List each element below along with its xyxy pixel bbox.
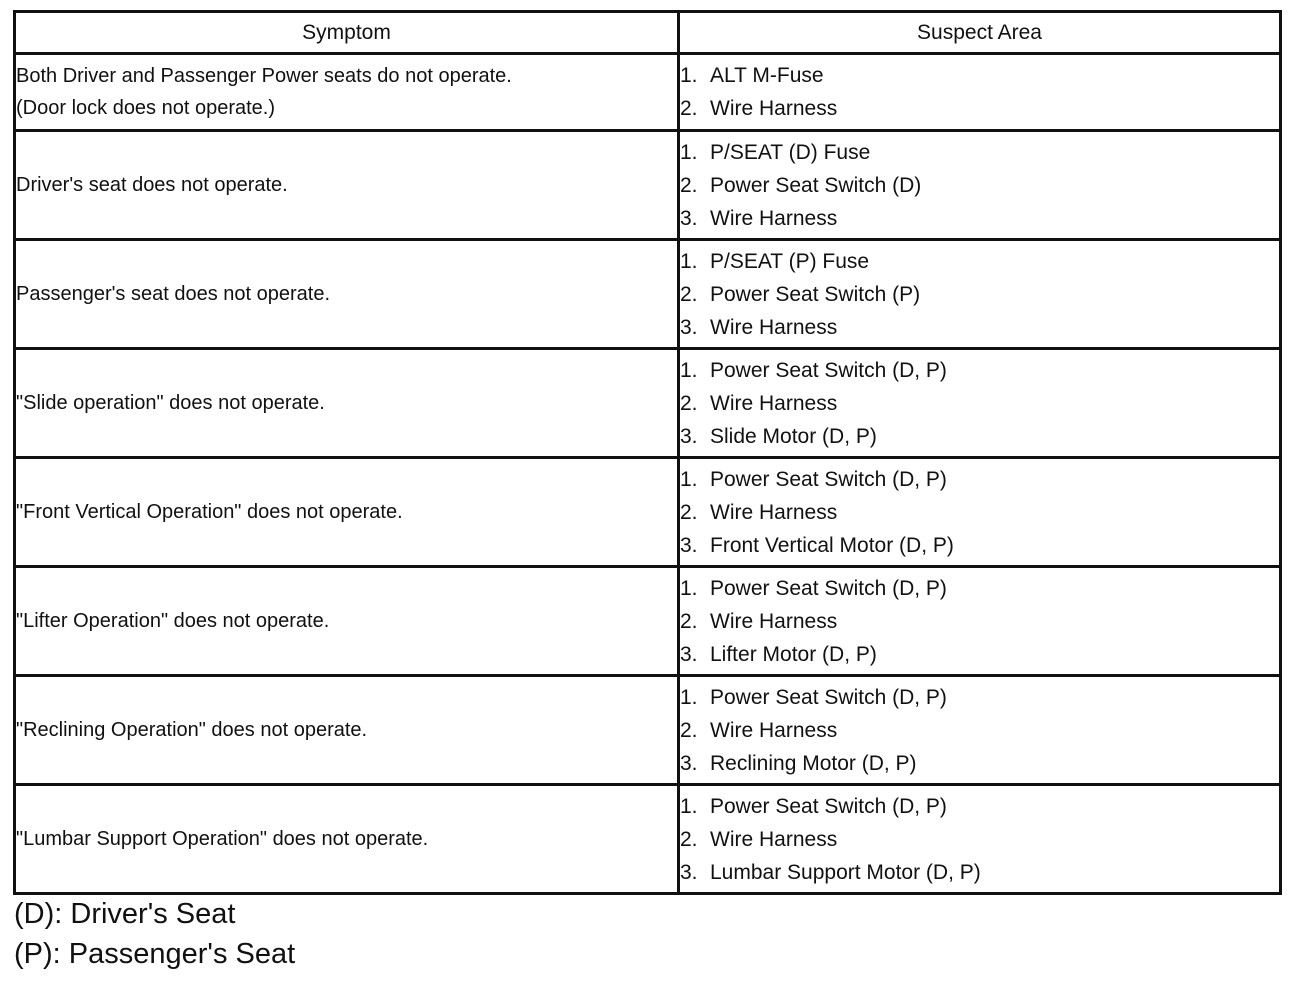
suspect-item: [680, 420, 1279, 453]
suspect-text: Slide Motor (D, P): [710, 424, 877, 448]
symptom-text: Passenger's seat does not operate.: [16, 283, 331, 305]
table-row: [15, 567, 1281, 676]
suspect-area-cell: [679, 676, 1281, 785]
suspect-number: 3.: [680, 751, 698, 775]
suspect-number: 3.: [680, 315, 698, 339]
suspect-area-cell: [679, 54, 1281, 131]
table-row: [15, 240, 1281, 349]
suspect-number: 1.: [680, 794, 698, 818]
table-row: [15, 458, 1281, 567]
suspect-text: P/SEAT (D) Fuse: [710, 140, 871, 164]
note-passenger: (P): Passenger's Seat: [14, 938, 296, 970]
suspect-number: 1.: [680, 467, 698, 491]
suspect-item: [680, 245, 1279, 278]
suspect-number: 1.: [680, 358, 698, 382]
suspect-item: [680, 856, 1279, 889]
note-driver: (D): Driver's Seat: [14, 898, 236, 930]
suspect-text: Wire Harness: [710, 609, 838, 633]
suspect-item: [680, 496, 1279, 529]
suspect-item: [680, 638, 1279, 671]
suspect-area-cell: [679, 567, 1281, 676]
suspect-text: Wire Harness: [710, 718, 838, 742]
suspect-number: 1.: [680, 249, 698, 273]
symptom-header: Symptom: [15, 12, 679, 54]
table-row: [15, 349, 1281, 458]
suspect-number: 3.: [680, 424, 698, 448]
suspect-number: 2.: [680, 718, 698, 742]
symptom-cell: [15, 54, 679, 131]
suspect-item: [680, 136, 1279, 169]
suspect-text: Wire Harness: [710, 391, 838, 415]
symptom-text: "Lumbar Support Operation" does not operate.: [16, 828, 429, 850]
table-row: [15, 676, 1281, 785]
suspect-number: 1.: [680, 685, 698, 709]
suspect-number: 2.: [680, 500, 698, 524]
table-row: [15, 131, 1281, 240]
suspect-text: Power Seat Switch (D): [710, 173, 922, 197]
suspect-text: Lumbar Support Motor (D, P): [710, 860, 981, 884]
symptom-cell: [15, 458, 679, 567]
suspect-number: 1.: [680, 576, 698, 600]
suspect-item: [680, 747, 1279, 780]
suspect-item: [680, 463, 1279, 496]
symptom-cell: [15, 349, 679, 458]
suspect-item: [680, 529, 1279, 562]
suspect-item: [680, 354, 1279, 387]
suspect-text: P/SEAT (P) Fuse: [710, 249, 870, 273]
suspect-number: 2.: [680, 173, 698, 197]
suspect-text: Reclining Motor (D, P): [710, 751, 917, 775]
suspect-item: [680, 92, 1279, 125]
suspect-text: Wire Harness: [710, 206, 838, 230]
suspect-number: 3.: [680, 642, 698, 666]
suspect-item: [680, 387, 1279, 420]
suspect-item: [680, 169, 1279, 202]
suspect-text: Lifter Motor (D, P): [710, 642, 877, 666]
suspect-area-cell: [679, 131, 1281, 240]
suspect-number: 3.: [680, 533, 698, 557]
symptom-cell: [15, 785, 679, 894]
suspect-number: 3.: [680, 860, 698, 884]
suspect-area-cell: [679, 458, 1281, 567]
suspect-item: [680, 278, 1279, 311]
table-row: [15, 54, 1281, 131]
symptom-cell: [15, 676, 679, 785]
suspect-item: [680, 714, 1279, 747]
symptom-text: "Reclining Operation" does not operate.: [16, 719, 368, 741]
suspect-item: [680, 823, 1279, 856]
suspect-number: 2.: [680, 391, 698, 415]
suspect-text: Wire Harness: [710, 97, 838, 120]
suspect-number: 2.: [680, 97, 698, 120]
suspect-area-cell: [679, 240, 1281, 349]
suspect-number: 1.: [680, 64, 698, 87]
suspect-text: Power Seat Switch (D, P): [710, 685, 947, 709]
suspect-area-cell: [679, 349, 1281, 458]
suspect-text: Wire Harness: [710, 827, 838, 851]
suspect-text: Wire Harness: [710, 315, 838, 339]
symptom-text: "Slide operation" does not operate.: [16, 392, 325, 414]
symptom-text: "Lifter Operation" does not operate.: [16, 610, 330, 632]
suspect-number: 3.: [680, 206, 698, 230]
suspect-text: Power Seat Switch (D, P): [710, 358, 947, 382]
symptom-text: Driver's seat does not operate.: [16, 174, 288, 196]
suspect-text: ALT M-Fuse: [710, 64, 824, 87]
suspect-text: Power Seat Switch (P): [710, 282, 921, 306]
suspect-text: Power Seat Switch (D, P): [710, 794, 947, 818]
suspect-item: [680, 59, 1279, 92]
symptom-cell: [15, 131, 679, 240]
symptom-text: (Door lock does not operate.): [16, 97, 276, 119]
suspect-text: Power Seat Switch (D, P): [710, 576, 947, 600]
suspect-text: Wire Harness: [710, 500, 838, 524]
suspect-text: Power Seat Switch (D, P): [710, 467, 947, 491]
symptom-text: Both Driver and Passenger Power seats do not operate.: [16, 65, 512, 87]
table-row: [15, 785, 1281, 894]
symptom-cell: [15, 240, 679, 349]
table-header-row: [15, 12, 1281, 54]
suspect-area-cell: [679, 785, 1281, 894]
suspect-item: [680, 681, 1279, 714]
suspect-number: 2.: [680, 282, 698, 306]
symptom-cell: [15, 567, 679, 676]
suspect-item: [680, 605, 1279, 638]
troubleshooting-table: [13, 10, 1282, 895]
legend-notes: [14, 894, 295, 974]
suspect-number: 2.: [680, 609, 698, 633]
suspect-item: [680, 572, 1279, 605]
suspect-item: [680, 790, 1279, 823]
symptom-text: "Front Vertical Operation" does not operate.: [16, 501, 403, 523]
suspect-item: [680, 202, 1279, 235]
suspect-text: Front Vertical Motor (D, P): [710, 533, 954, 557]
suspect-number: 2.: [680, 827, 698, 851]
suspect-item: [680, 311, 1279, 344]
suspect-area-header: Suspect Area: [679, 12, 1281, 54]
suspect-number: 1.: [680, 140, 698, 164]
